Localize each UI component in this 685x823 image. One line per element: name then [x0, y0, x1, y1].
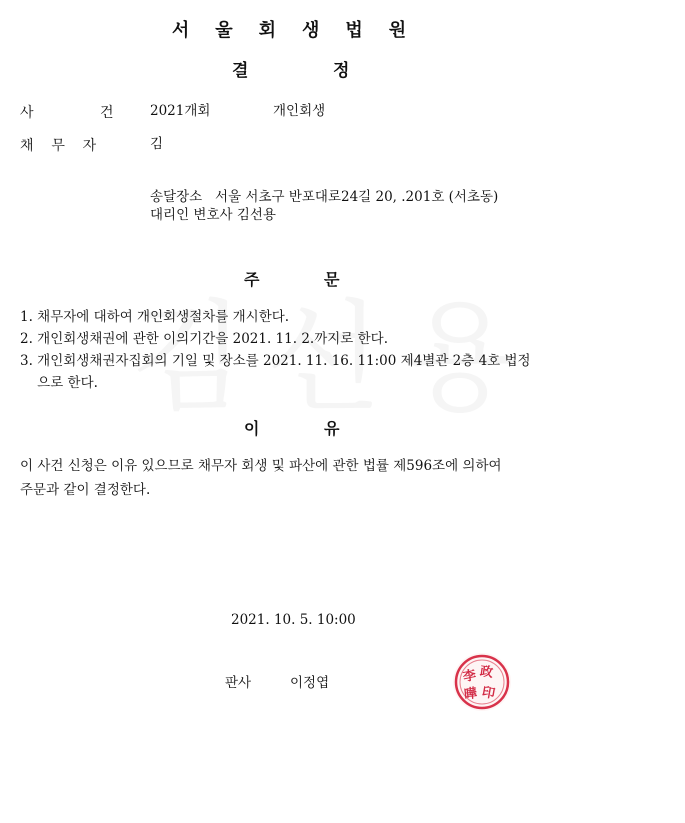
reason-line-1: 이 사건 신청은 이유 있으므로 채무자 회생 및 파산에 관한 법률 제596조에 의하여 [20, 458, 502, 474]
order-item-3: 3. 개인회생채권자집회의 기일 및 장소를 2021. 11. 16. 11:00 제4별관 2층 4호 법정 [20, 353, 531, 369]
svg-text:曄: 曄 [463, 686, 478, 703]
case-label [20, 102, 116, 122]
judge-name: 이정엽 [290, 675, 330, 691]
reason-heading-left: 이 [244, 419, 260, 438]
svg-text:政: 政 [478, 664, 494, 681]
order-item-1: 1. 채무자에 대하여 개인회생절차를 개시한다. [20, 309, 290, 325]
court-name: 서울회생법원 [171, 20, 433, 41]
case-number: 2021개회 [150, 103, 211, 119]
debtor-name: 김 [150, 136, 164, 152]
agent-line: 대리인 변호사 김선용 [150, 207, 276, 223]
order-item-2: 2. 개인회생채권에 관한 이의기간을 2021. 11. 2.까지로 한다. [20, 331, 388, 347]
svg-text:印: 印 [480, 685, 497, 703]
order-heading-right: 문 [324, 270, 340, 289]
case-label-text: 사 건 [20, 105, 116, 121]
reason-heading-right: 유 [324, 419, 340, 438]
case-type: 개인회생 [273, 103, 326, 119]
judge-seal [450, 650, 514, 714]
reason-line-2: 주문과 같이 결정한다. [20, 482, 151, 498]
judge-label: 판사 [225, 675, 252, 691]
order-heading-left: 주 [244, 270, 260, 289]
svg-text:李: 李 [461, 667, 478, 686]
doc-title-right: 정 [333, 61, 350, 81]
debtor-label-text: 채 무 자 [20, 138, 97, 154]
doc-title-left: 결 [232, 61, 249, 81]
service-address: 송달장소 서울 서초구 반포대로24길 20, .201호 (서초동) [150, 189, 499, 205]
seal-graphic [450, 650, 514, 714]
decision-date: 2021. 10. 5. 10:00 [231, 612, 356, 628]
debtor-label [20, 135, 96, 155]
order-item-3-cont: 으로 한다. [20, 375, 98, 391]
